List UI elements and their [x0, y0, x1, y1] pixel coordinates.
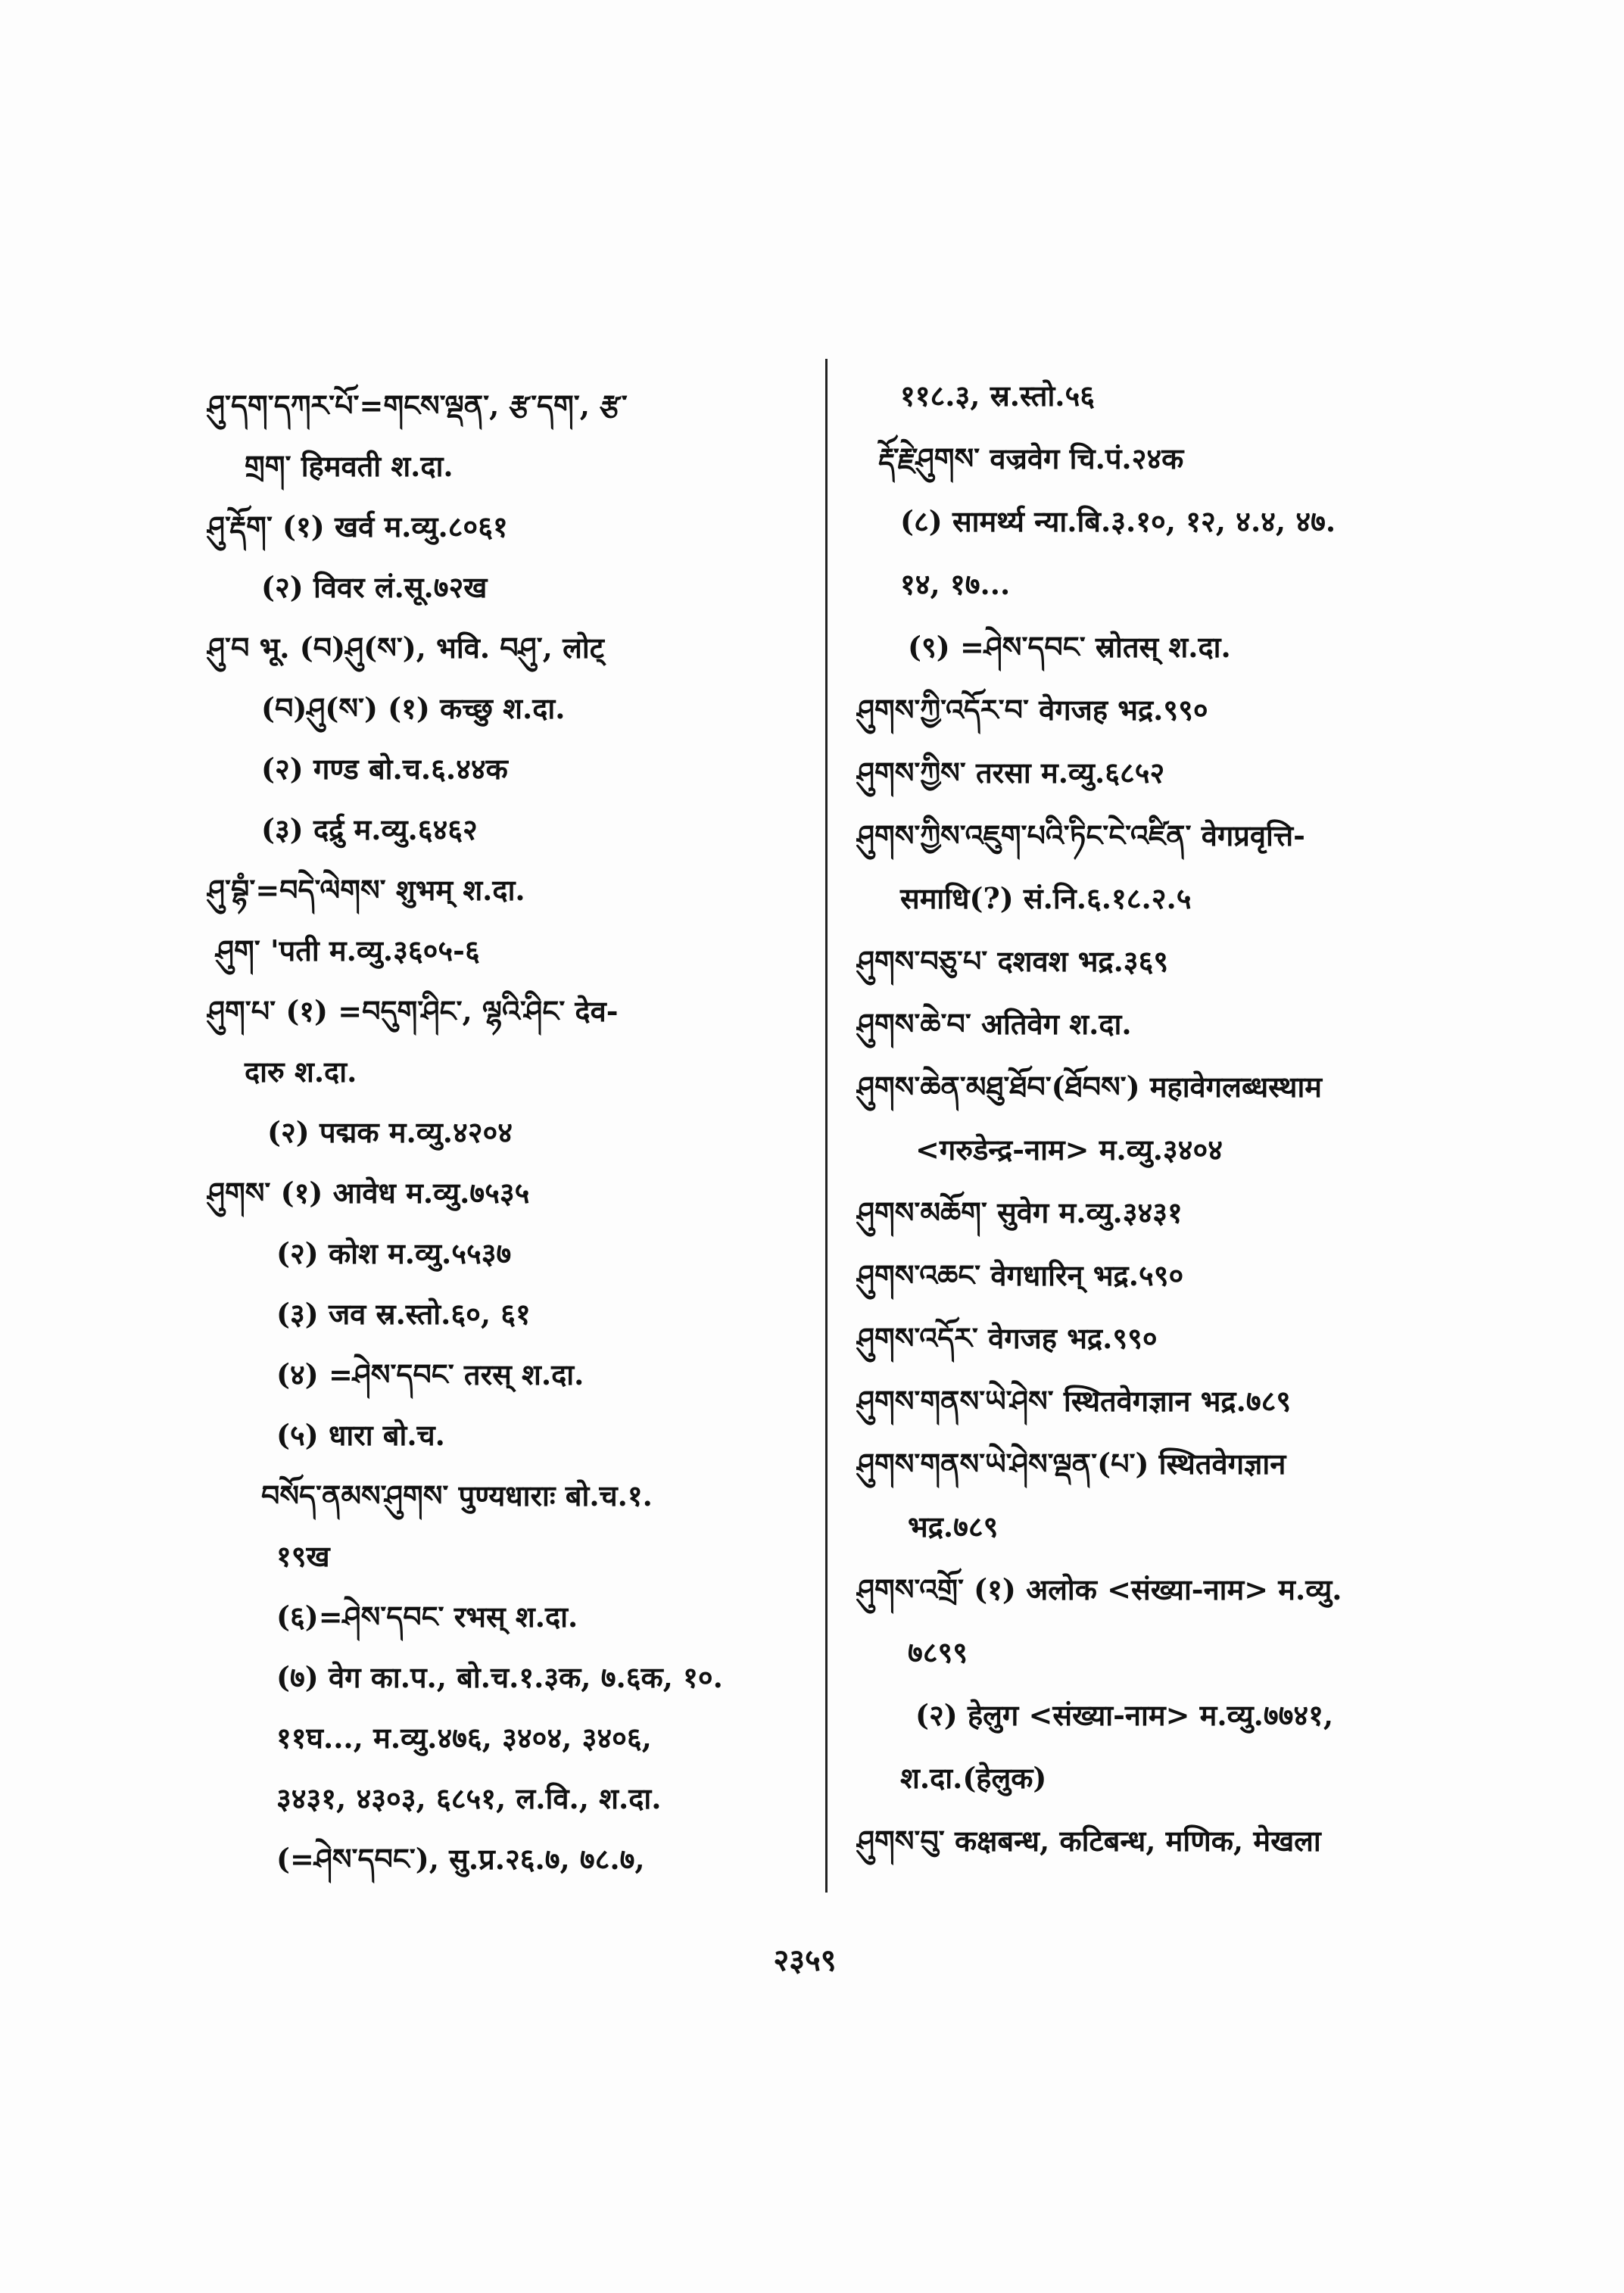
entry-line: ཤུ་དག་དཀར་པོ་=གངས་ལྡན་, རྩ་དག་, རྩ་ — [207, 388, 628, 422]
entry-line: (५) धारा बो.च. — [276, 1418, 445, 1452]
entry-line: ཤུ་བྷཾ་=བདེ་ལེགས་ शुभम् श.दा. — [207, 873, 525, 907]
entry-line: ११८.३, स्र.स्तो.५६ — [900, 379, 1096, 413]
entry-line: ཤུགས་གནས་ཡེ་ཤེས་ལྡན་(པ་) स्थितवेगज्ञान — [856, 1447, 1286, 1481]
entry-line: भद्र.७८९ — [908, 1509, 999, 1544]
entry-line: (३) दर्द्रु म.व्यु.६४६२ — [261, 812, 478, 846]
entry-line: ཤུགས་ཆེ་བ་ अतिवेग श.दा. — [856, 1007, 1132, 1041]
entry-line: समाधि(?) सं.नि.६.१८.२.५ — [900, 881, 1192, 915]
entry-line: (७) वेग का.प., बो.च.१.३क, ७.६क, १०. — [276, 1660, 723, 1694]
entry-line: (२) कोश म.व्यु.५५३७ — [276, 1236, 512, 1270]
entry-line: ཤུགས་འདོར་ वेगजह भद्र.९९० — [856, 1321, 1158, 1355]
entry-line: ཤུག་ 'पती म.व्यु.३६०५-६ — [216, 933, 480, 967]
entry-line: ཤུགས་འཆང་ वेगधारिन् भद्र.५९० — [856, 1258, 1184, 1292]
entry-line: (२) विवर लं.सू.७२ख — [261, 570, 488, 604]
entry-line: श.दा.(हेलुक) — [900, 1761, 1047, 1795]
entry-line: གྲག་ हिमवती श.दा. — [245, 449, 454, 483]
right-column — [856, 364, 1462, 1872]
left-column — [207, 375, 812, 1890]
entry-line: ཤུགས་ཀྱིས་འཇུག་པའི་ཏིང་ངེ་འཛིན་ वेगप्रवृत्ति- — [856, 818, 1305, 852]
entry-line: ཤུ་བ भू. (བ)ཤུ(ས་), भवि. བཤུ་, लोट् — [207, 631, 604, 665]
entry-line: ཤུ་རྡོག་ (१) खर्व म.व्यु.८०६१ — [207, 509, 508, 544]
entry-line: ཤུགས་ཆེན་མཐུ་ཐོབ་(ཐོབས་) महावेगलब्धस्थाम — [856, 1070, 1323, 1104]
entry-line: ཤུགས་བུ་ कक्षबन्ध, कटिबन्ध, मणिक, मेखला — [856, 1824, 1321, 1858]
entry-line: ཤུགས་ (१) आवेध म.व्यु.७५३५ — [207, 1176, 530, 1210]
entry-line: བསོད་ནམས་ཤུགས་ पुण्यधाराः बो.च.१. — [261, 1478, 653, 1513]
entry-line: རྡོ་རྗེ་ཤུགས་ वज्रवेग चि.पं.२४क — [878, 441, 1184, 475]
entry-line: १९ख — [276, 1539, 330, 1573]
entry-line: ཤུགས་འགྲོ་ (१) अलोक <संख्या-नाम> म.व्यु. — [856, 1572, 1342, 1606]
entry-line: १४, १७... — [900, 567, 1011, 601]
entry-line: ३४३१, ४३०३, ६८५१, ल.वि., श.दा. — [276, 1781, 662, 1815]
entry-line: (३) जव स्र.स्तो.६०, ६१ — [276, 1297, 531, 1331]
entry-line: <गरुडेन्द्र-नाम> म.व्यु.३४०४ — [915, 1132, 1223, 1167]
column-divider — [825, 359, 828, 1893]
entry-line: (བ)ཤུ(ས་) (१) कच्छु श.दा. — [261, 691, 566, 725]
entry-line: ११घ..., म.व्यु.४७६, ३४०४, ३४०६, — [276, 1721, 652, 1755]
entry-line: (२) हेलुग <संख्या-नाम> म.व्यु.७७४१, — [915, 1698, 1334, 1732]
entry-line: (=ཤེས་དབང་), सु.प्र.२६.७, ७८.७, — [276, 1842, 645, 1876]
entry-line: (९) =ཤེས་དབང་ स्रोतस् श.दा. — [908, 630, 1231, 664]
entry-line: ཤུགས་ཀྱིས་ तरसा म.व्यु.६८५२ — [856, 756, 1165, 790]
entry-line: (२) पद्मक म.व्यु.४२०४ — [267, 1115, 513, 1149]
entry-line: (८) सामर्थ्य न्या.बि.३.१०, १२, ४.४, ४७. — [900, 504, 1336, 538]
entry-line: ७८९९ — [908, 1635, 968, 1669]
entry-line: ཤུགས་གནས་ཡེ་ཤེས་ स्थितवेगज्ञान भद्र.७८९ — [856, 1384, 1292, 1418]
entry-line: (२) गण्ड बो.च.६.४४क — [261, 752, 508, 786]
page-number: २३५९ — [773, 1943, 837, 1978]
entry-line: ཤུགས་བཅུ་པ་ दशवश भद्र.३६९ — [856, 944, 1169, 978]
entry-line: ཤུག་པ་ (१) =བདུག་ཤིང་, ལྷའི་ཤིང་ देव- — [207, 994, 619, 1028]
entry-line: ཤུགས་མཆོག་ सुवेग म.व्यु.३४३१ — [856, 1195, 1183, 1229]
entry-line: दारु श.दा. — [245, 1055, 357, 1089]
entry-line: (४) =ཤེས་དབང་ तरस् श.दा. — [276, 1357, 584, 1391]
entry-line: (६)=ཤེས་དབང་ रभस् श.दा. — [276, 1600, 578, 1634]
entry-line: ཤུགས་ཀྱི་འདོར་བ་ वेगजह भद्र.९९० — [856, 693, 1208, 727]
